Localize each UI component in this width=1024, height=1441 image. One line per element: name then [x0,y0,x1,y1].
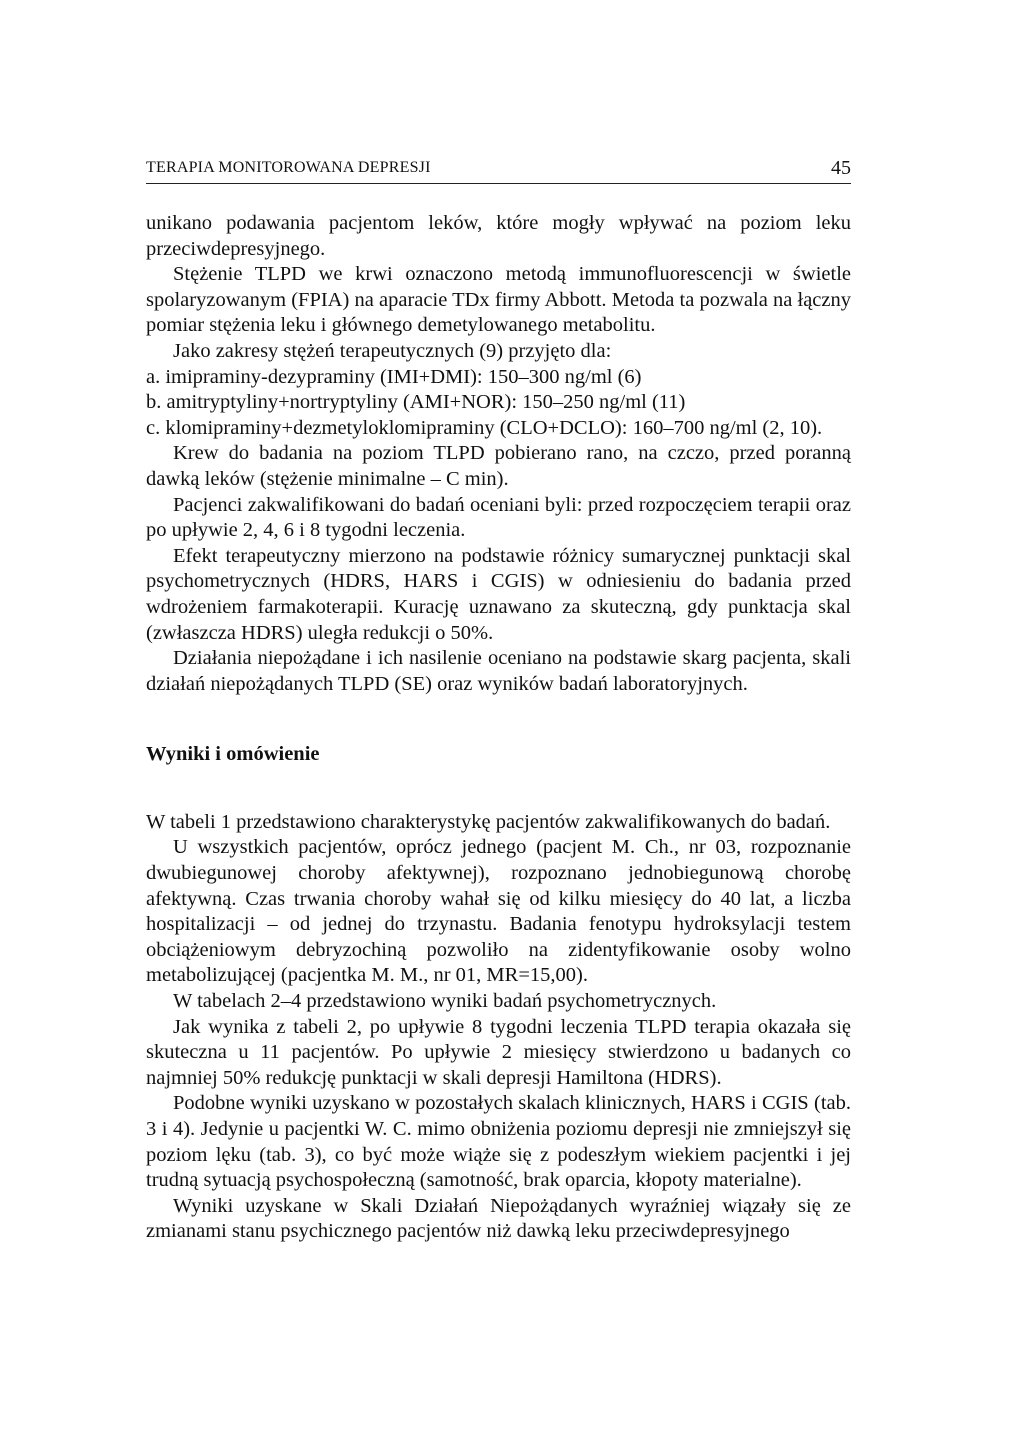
list-item: c. klomipraminy+dezmetyloklomipraminy (CLO+DCLO): 160–700 ng/ml (2, 10). [146,416,823,439]
paragraph: W tabelach 2–4 przedstawiono wyniki badań psychometrycznych. [173,990,717,1013]
list-item: a. imipraminy-dezypraminy (IMI+DMI): 150–300 ng/ml (6) [146,365,642,388]
paragraph: U wszystkich pacjentów, oprócz jednego (pacjent M. Ch., nr 03, rozpoznanie dwubiegunowej choroby afektywnej), rozpoznano jednobiegunową chorobę afektywną. Czas trwania choroby wahał się od kilku miesięcy do 40 lat, a liczba hospitalizacji – od jednej do trzynastu. Badania fenotypu hydroksylacji testem obciążeniowym debryzochiną pozwoliło na zidentyfikowanie osoby wolno metabolizującej (pacjentka M. M., nr 01, MR=15,00). [146,836,851,987]
section-heading: Wyniki i omówienie [146,743,320,766]
paragraph: Efekt terapeutyczny mierzono na podstawie różnicy sumarycznej punktacji skal psychometrycznych (HDRS, HARS i CGIS) w odniesieniu do badania przed wdrożeniem farmakoterapii. Kurację uznawano za skuteczną, gdy punktacja skal (zwłaszcza HDRS) uległa redukcji o 50%. [146,544,851,644]
page-header [146,157,851,184]
paragraph: Jako zakresy stężeń terapeutycznych (9) przyjęto dla: [173,339,612,362]
page-number: 45 [831,157,851,179]
paragraph: Podobne wyniki uzyskano w pozostałych skalach klinicznych, HARS i CGIS (tab. 3 i 4). Jedynie u pacjentki W. C. mimo obniżenia poziomu depresji nie zmniejszył się poziom lęku (tab. 3), co być może wiąże się z podeszłym wiekiem pacjentki i jej trudną sytuacją psychospołeczną (samotność, brak oparcia, kłopoty materialne). [146,1092,851,1192]
paragraph: Działania niepożądane i ich nasilenie oceniano na podstawie skarg pacjenta, skali działań niepożądanych TLPD (SE) oraz wyników badań laboratoryjnych. [146,647,851,695]
paragraph: Jak wynika z tabeli 2, po upływie 8 tygodni leczenia TLPD terapia okazała się skuteczna u 11 pacjentów. Po upływie 2 miesięcy stwierdzono u badanych co najmniej 50% redukcję punktacji w skali depresji Hamiltona (HDRS). [146,1015,851,1089]
paragraph: Wyniki uzyskane w Skali Działań Niepożądanych wyraźniej wiązały się ze zmianami stanu psychicznego pacjentów niż dawką leku przeciwdepresyjnego [146,1194,851,1243]
page-body [146,211,851,1245]
paragraph: Krew do badania na poziom TLPD pobierano rano, na czczo, przed poranną dawką leków (stężenie minimalne – C min). [146,442,851,490]
paragraph: Pacjenci zakwalifikowani do badań oceniani byli: przed rozpoczęciem terapii oraz po upływie 2, 4, 6 i 8 tygodni leczenia. [146,493,851,542]
paragraph: unikano podawania pacjentom leków, które mogły wpływać na poziom leku przeciwdepresyjnego. [146,212,851,260]
list-item: b. amitryptyliny+nortryptyliny (AMI+NOR): 150–250 ng/ml (11) [146,391,686,414]
paragraph: Stężenie TLPD we krwi oznaczono metodą immunofluorescencji w świetle spolaryzowanym (FPIA) na aparacie TDx firmy Abbott. Metoda ta pozwala na łączny pomiar stężenia leku i głównego demetylowanego metabolitu. [146,263,851,337]
running-title: TERAPIA MONITOROWANA DEPRESJI [146,159,431,176]
paragraph: W tabeli 1 przedstawiono charakterystykę pacjentów zakwalifikowanych do badań. [146,810,831,833]
